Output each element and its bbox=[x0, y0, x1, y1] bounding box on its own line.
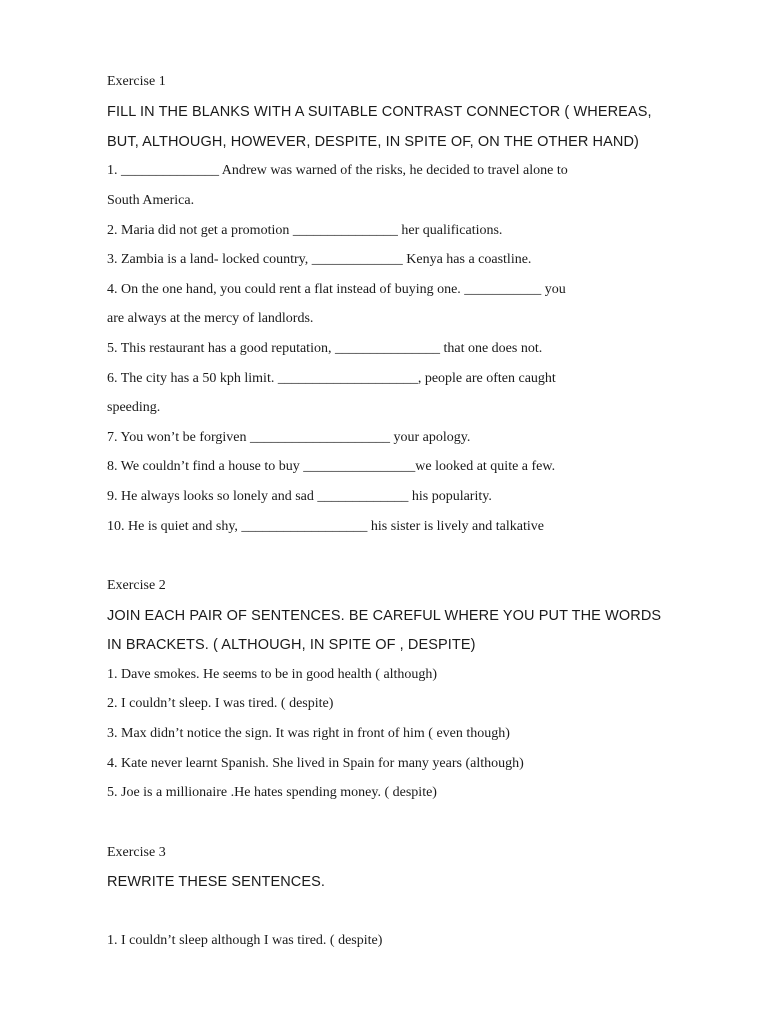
exercise2-instruction-line: JOIN EACH PAIR OF SENTENCES. BE CAREFUL WHERE YOU PUT THE WORDS bbox=[107, 608, 662, 624]
exercise2-heading: Exercise 2 bbox=[107, 578, 166, 593]
exercise1-item-line: 10. He is quiet and shy, __________________ his sister is lively and talkative bbox=[107, 519, 544, 534]
exercise1-item-line: 8. We couldn’t find a house to buy ________________we looked at quite a few. bbox=[107, 459, 556, 474]
exercise1-heading: Exercise 1 bbox=[107, 74, 166, 89]
exercise2-item-line: 3. Max didn’t notice the sign. It was right in front of him ( even though) bbox=[107, 726, 510, 741]
exercise1-item-line: 7. You won’t be forgiven ____________________ your apology. bbox=[107, 430, 471, 445]
exercise1-item-line: 9. He always looks so lonely and sad _____________ his popularity. bbox=[107, 489, 492, 504]
exercise1-item-line: 1. ______________ Andrew was warned of the risks, he decided to travel alone to bbox=[107, 163, 568, 178]
exercise1-item-line: 3. Zambia is a land- locked country, _____________ Kenya has a coastline. bbox=[107, 252, 532, 267]
exercise1-instruction-line: BUT, ALTHOUGH, HOWEVER, DESPITE, IN SPITE OF, ON THE OTHER HAND) bbox=[107, 134, 639, 150]
exercise2-instruction-line: IN BRACKETS. ( ALTHOUGH, IN SPITE OF , DESPITE) bbox=[107, 637, 476, 653]
exercise3-item-line: 1. I couldn’t sleep although I was tired. ( despite) bbox=[107, 933, 383, 948]
exercise1-item-line: 4. On the one hand, you could rent a flat instead of buying one. ___________ you bbox=[107, 282, 566, 297]
exercise3-instruction-line: REWRITE THESE SENTENCES. bbox=[107, 874, 326, 890]
exercise2-item-line: 2. I couldn’t sleep. I was tired. ( despite) bbox=[107, 696, 334, 711]
exercise1-item-line: 5. This restaurant has a good reputation, _______________ that one does not. bbox=[107, 341, 543, 356]
exercise1-item-line: are always at the mercy of landlords. bbox=[107, 311, 314, 326]
exercise1-item-line: South America. bbox=[107, 193, 195, 208]
exercise1-instruction-line: FILL IN THE BLANKS WITH A SUITABLE CONTRAST CONNECTOR ( WHEREAS, bbox=[107, 104, 652, 120]
exercise2-item-line: 4. Kate never learnt Spanish. She lived in Spain for many years (although) bbox=[107, 756, 524, 771]
exercise3-heading: Exercise 3 bbox=[107, 845, 166, 860]
exercise1-item-line: 2. Maria did not get a promotion _______________ her qualifications. bbox=[107, 223, 503, 238]
exercise1-item-line: speeding. bbox=[107, 400, 161, 415]
exercise1-item-line: 6. The city has a 50 kph limit. ____________________, people are often caught bbox=[107, 371, 556, 386]
exercise2-item-line: 5. Joe is a millionaire .He hates spending money. ( despite) bbox=[107, 785, 437, 800]
exercise2-item-line: 1. Dave smokes. He seems to be in good health ( although) bbox=[107, 667, 438, 682]
